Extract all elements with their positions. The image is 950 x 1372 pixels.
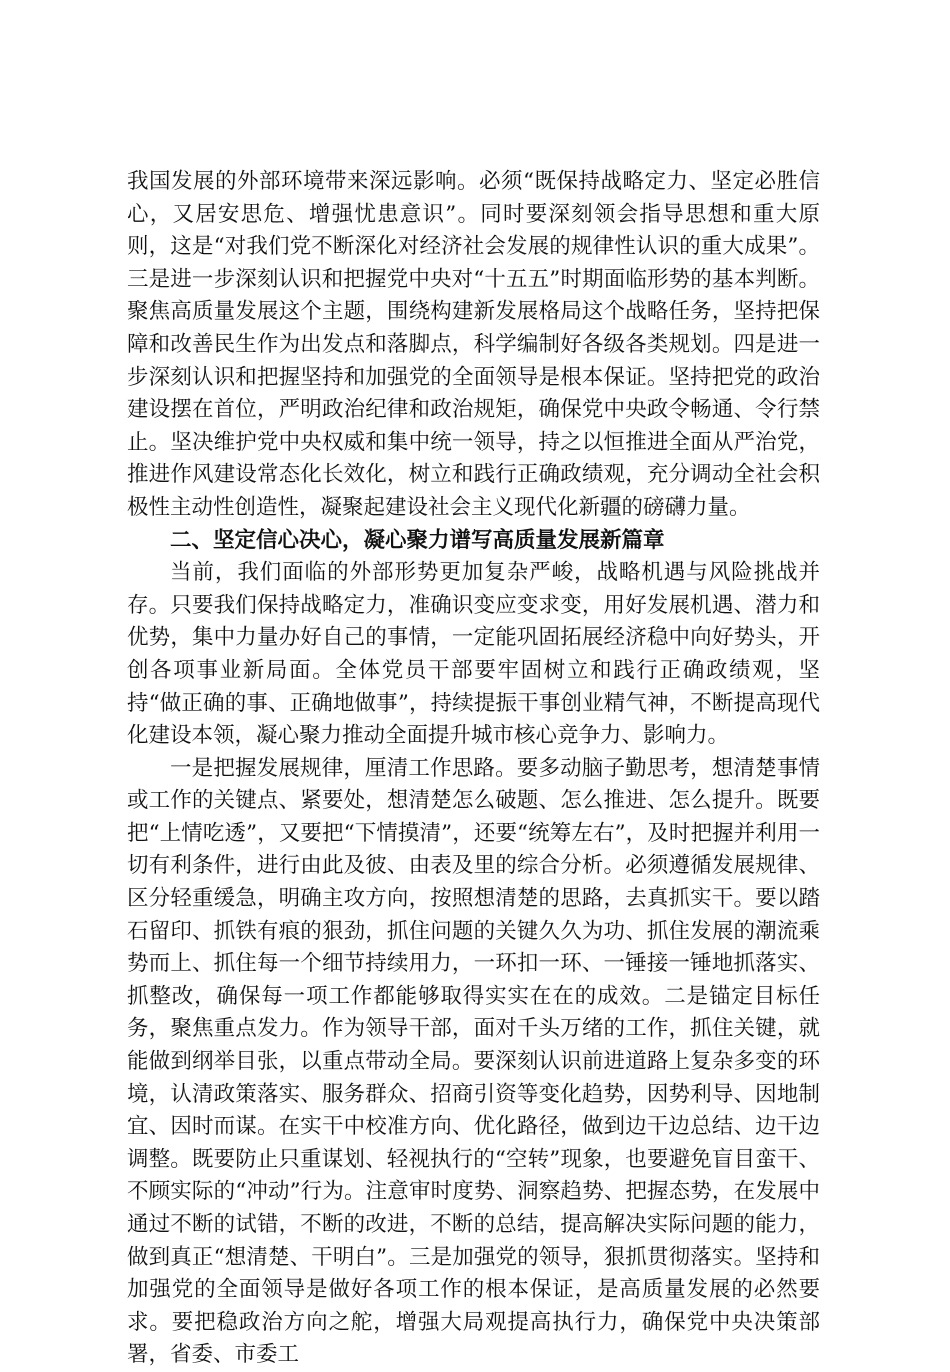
body-paragraph: 当前，我们面临的外部形势更加复杂严峻，战略机遇与风险挑战并存。只要我们保持战略定力，准确识变应变求变，用好发展机遇、潜力和优势，集中力量办好自己的事情，一定能巩固拓展经济稳中向好势头，开创各项事业新局面。全体党员干部要牢固树立和践行正确政绩观，坚持“做正确的事、正确地做事”，持续提振干事创业精气神，不断提高现代化建设本领，凝心聚力推动全面提升城市核心竞争力、影响力。 [127,560,820,749]
section-heading: 二、坚定信心决心，凝心聚力谱写高质量发展新篇章 [170,527,665,553]
document-body [127,166,820,1372]
continuation-paragraph: 我国发展的外部环境带来深远影响。必须“既保持战略定力、坚定必胜信心，又居安思危、增强忧患意识”。同时要深刻领会指导思想和重大原则，这是“对我们党不断深化对经济社会发展的规律性认识的重大成果”。三是进一步深刻认识和把握党中央对“十五五”时期面临形势的基本判断。聚焦高质量发展这个主题，围绕构建新发展格局这个战略任务，坚持把保障和改善民生作为出发点和落脚点，科学编制好各级各类规划。四是进一步深刻认识和把握坚持和加强党的全面领导是根本保证。坚持把党的政治建设摆在首位，严明政治纪律和政治规矩，确保党中央政令畅通、令行禁止。坚决维护党中央权威和集中统一领导，持之以恒推进全面从严治党，推进作风建设常态化长效化，树立和践行正确政绩观，充分调动全社会积极性主动性创造性，凝聚起建设社会主义现代化新疆的磅礴力量。 [127,169,820,520]
body-paragraph: 一是把握发展规律，厘清工作思路。要多动脑子勤思考，想清楚事情或工作的关键点、紧要处，想清楚怎么破题、怎么推进、怎么提升。既要把“上情吃透”，又要把“下情摸清”，还要“统筹左右”，及时把握并利用一切有利条件，进行由此及彼、由表及里的综合分析。必须遵循发展规律、区分轻重缓急，明确主攻方向，按照想清楚的思路，去真抓实干。要以踏石留印、抓铁有痕的狠劲，抓住问题的关键久久为功、抓住发展的潮流乘势而上、抓住每一个细节持续用力，一环扣一环、一锤接一锤地抓落实、抓整改，确保每一项工作都能够取得实实在在的成效。二是锚定目标任务，聚焦重点发力。作为领导干部，面对千头万绪的工作，抓住关键，就能做到纲举目张，以重点带动全局。要深刻认识前进道路上复杂多变的环境，认清政策落实、服务群众、招商引资等变化趋势，因势利导、因地制宜、因时而谋。在实干中校准方向、优化路径，做到边干边总结、边干边调整。既要防止只重谋划、轻视执行的“空转”现象，也要避免盲目蛮干、不顾实际的“冲动”行为。注意审时度势、洞察趋势、把握态势，在发展中通过不断的试错，不断的改进，不断的总结，提高解决实际问题的能力，做到真正“想清楚、干明白”。三是加强党的领导，狠抓贯彻落实。坚持和加强党的全面领导是做好各项工作的根本保证，是高质量发展的必然要求。要把稳政治方向之舵，增强大局观提高执行力，确保党中央决策部署，省委、市委工 [127,755,820,1368]
